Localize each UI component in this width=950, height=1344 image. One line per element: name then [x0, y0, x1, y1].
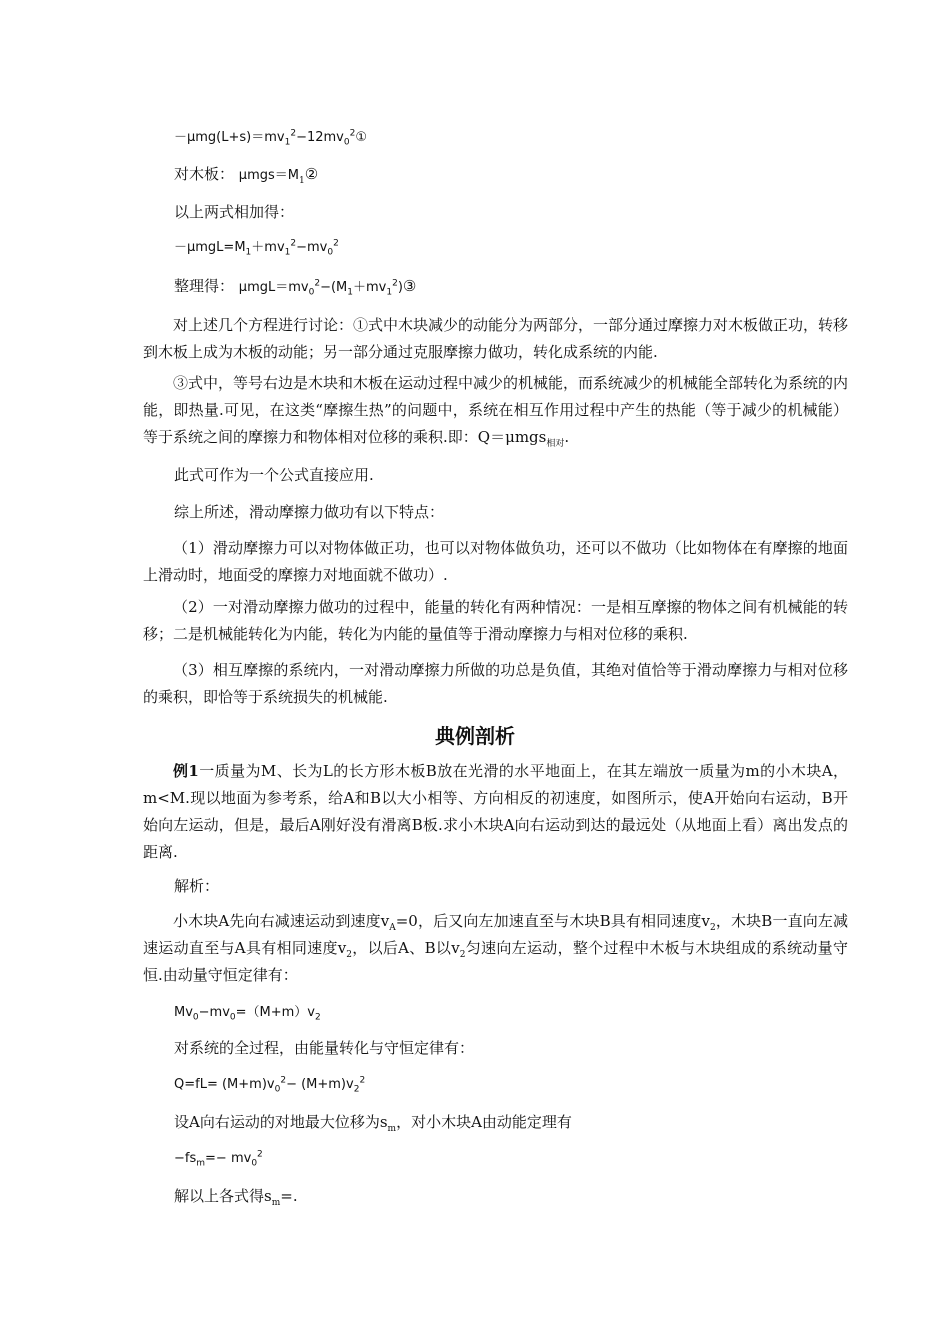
sum-note: 以上两式相加得：: [174, 203, 295, 221]
section-heading: 典例剖析: [435, 724, 515, 748]
equation-4: 整理得： $\mu mgL=mv_0^2-(M_1+mv_1^2)③$: [174, 277, 417, 298]
discussion-paragraph-2: ③式中，等号右边是木块和木板在运动过程中减少的机械能，而系统减少的机械能全部转化为系统的内能，即热量.可见，在这类“摩擦生热”的问题中，系统在相互作用过程中产生的热能（等于减少的机械能）等于系统之间的摩擦力和物体相对位移的乘积.即：Q＝μmgs$_{相对}$.: [143, 374, 849, 449]
analysis-label: 解析：: [174, 877, 220, 895]
equation-3: $-\mu mgL=M_1+mv_1^2-mv_0^2$: [174, 238, 339, 258]
point-3: （3）相互摩擦的系统内，一对滑动摩擦力所做的功总是负值，其绝对值恰等于滑动摩擦力与相对位移的乘积，即恰等于系统损失的机械能.: [143, 661, 848, 706]
equation-1: $-\mu mg(L+s)=mv_1^2-12mv_0^2①$: [174, 128, 367, 148]
example-label: 例1: [173, 762, 199, 780]
energy-line: 对系统的全过程，由能量转化与守恒定律有：: [174, 1039, 475, 1057]
point-1: （1）滑动摩擦力可以对物体做正功，也可以对物体做负功，还可以不做功（比如物体在有摩擦的地面上滑动时，地面受的摩擦力对地面就不做功）.: [143, 539, 848, 584]
analysis-paragraph: 小木块A先向右减速运动到速度$v_A=0$，后又向左加速直至与木块B具有相同速度$v_2$，木块B一直向左减速运动直至与A具有相同速度$v_2$，以后A、B以$v_2$匀速向左运动，整个过程中木板与木块组成的系统动量守恒.由动量守恒定律有：: [143, 912, 848, 984]
solve-line: 解以上各式得$s_m=$.: [174, 1187, 298, 1208]
formula-note: 此式可作为一个公式直接应用.: [174, 466, 374, 484]
equation-7: $-fs_m=- mv_0^2$: [174, 1149, 263, 1169]
equation-2: 对木板： $\mu mgs=M_1②$: [174, 165, 319, 186]
equation-5: $Mv_0-mv_0=(M+m)v_2$: [174, 1005, 321, 1023]
summary-title: 综上所述，滑动摩擦力做功有以下特点：: [174, 503, 445, 521]
equation-6: $Q=fL= (M+m)v_0^2- (M+m)v_2^2$: [174, 1075, 366, 1095]
discussion-paragraph: 对上述几个方程进行讨论：①式中木块减少的动能分为两部分，一部分通过摩擦力对木板做正功，转移到木板上成为木板的动能；另一部分通过克服摩擦力做功，转化成系统的内能.: [143, 316, 849, 361]
max-displacement-line: 设A向右运动的对地最大位移为$s_m$，对小木块A由动能定理有: [174, 1113, 572, 1134]
point-2: （2）一对滑动摩擦力做功的过程中，能量的转化有两种情况：一是相互摩擦的物体之间有机械能的转移；二是机械能转化为内能，转化为内能的量值等于滑动摩擦力与相对位移的乘积.: [143, 598, 848, 643]
example-1: 例1一质量为M、长为L的长方形木板B放在光滑的水平地面上，在其左端放一质量为m的小木块A，m<M.现以地面为参考系，给A和B以大小相等、方向相反的初速度，如图所示，使A开始向右运动，B开始向左运动，但是，最后A刚好没有滑离B板.求小木块A向右运动到达的最远处（从地面上看）离出发点的距离.: [143, 762, 849, 861]
